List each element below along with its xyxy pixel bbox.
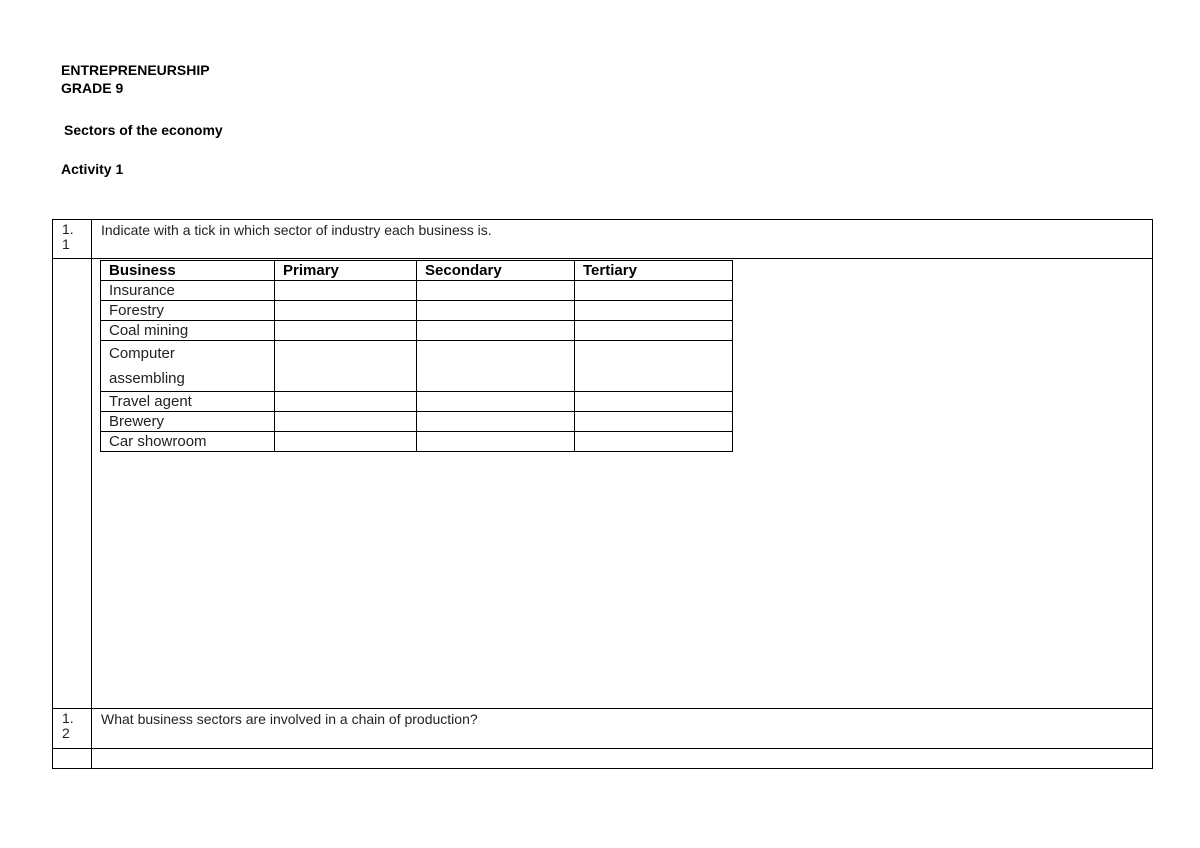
primary-tick-cell[interactable] [275,281,417,301]
primary-tick-cell[interactable] [275,392,417,412]
table-row [101,412,733,432]
business-name: Insurance [101,281,275,301]
primary-tick-cell[interactable] [275,301,417,321]
business-name: Car showroom [101,432,275,452]
primary-tick-cell[interactable] [275,341,417,392]
activity-table [52,219,1153,769]
number-column-divider [91,220,92,768]
tertiary-tick-cell[interactable] [575,321,733,341]
primary-tick-cell[interactable] [275,412,417,432]
tertiary-tick-cell[interactable] [575,341,733,392]
sector-table [100,260,733,452]
secondary-tick-cell[interactable] [417,412,575,432]
table-row [101,341,733,392]
tertiary-tick-cell[interactable] [575,392,733,412]
business-name: Brewery [101,412,275,432]
row-divider [53,258,1152,259]
table-row [101,301,733,321]
secondary-tick-cell[interactable] [417,392,575,412]
sector-table-header-row [101,261,733,281]
topic-heading: Sectors of the economy [64,122,223,138]
business-name: Forestry [101,301,275,321]
secondary-tick-cell[interactable] [417,432,575,452]
tertiary-tick-cell[interactable] [575,432,733,452]
primary-tick-cell[interactable] [275,432,417,452]
primary-tick-cell[interactable] [275,321,417,341]
question-1-1-text: Indicate with a tick in which sector of industry each business is. [101,222,492,238]
business-name-line: assembling [109,370,185,387]
header-secondary: Secondary [417,261,575,281]
header-tertiary: Tertiary [575,261,733,281]
answer-area-1-2[interactable] [92,749,1152,768]
secondary-tick-cell[interactable] [417,301,575,321]
business-name-line: Computer [109,345,175,362]
question-1-2-text: What business sectors are involved in a chain of production? [101,711,478,727]
secondary-tick-cell[interactable] [417,321,575,341]
subject-title: ENTREPRENEURSHIP [61,62,210,78]
table-row [101,281,733,301]
question-number-1-1: 1. 1 [62,221,74,252]
question-number-1-2: 1. 2 [62,710,74,741]
header-business: Business [101,261,275,281]
header-primary: Primary [275,261,417,281]
table-row [101,432,733,452]
table-row [101,321,733,341]
tertiary-tick-cell[interactable] [575,301,733,321]
secondary-tick-cell[interactable] [417,281,575,301]
row-divider [53,708,1152,709]
tertiary-tick-cell[interactable] [575,281,733,301]
table-row [101,392,733,412]
tertiary-tick-cell[interactable] [575,412,733,432]
business-name [101,341,275,392]
grade-title: GRADE 9 [61,80,124,96]
secondary-tick-cell[interactable] [417,341,575,392]
business-name: Travel agent [101,392,275,412]
business-name: Coal mining [101,321,275,341]
activity-heading: Activity 1 [61,161,124,177]
